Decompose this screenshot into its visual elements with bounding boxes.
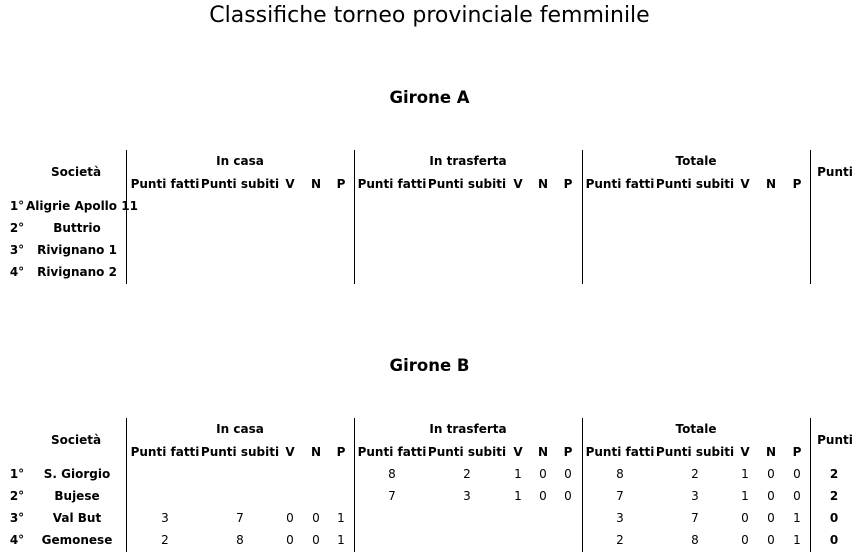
stat-cell — [305, 239, 327, 261]
stat-cell: 1 — [337, 533, 345, 547]
stat-cell: 1 — [514, 489, 522, 503]
column-header: Punti fatti — [357, 177, 427, 191]
column-header: V — [513, 445, 523, 459]
stat-cell — [305, 463, 327, 485]
stat-cell — [280, 217, 300, 239]
stat-cell: 7 — [388, 489, 396, 503]
stat-cell: 7 — [616, 489, 624, 503]
column-header: Punti subiti — [427, 445, 507, 459]
column-header: V — [285, 177, 295, 191]
stat-cell — [735, 261, 755, 283]
column-header: P — [563, 177, 573, 191]
column-header: Punti fatti — [585, 445, 655, 459]
stat-cell — [507, 195, 529, 217]
team-name: Rivignano 1 — [37, 243, 117, 257]
stat-cell: 3 — [161, 511, 169, 525]
stat-cell — [735, 217, 755, 239]
stat-cell: 3 — [463, 489, 471, 503]
column-header: Punti subiti — [427, 177, 507, 191]
stat-cell — [786, 217, 808, 239]
stat-cell: 3 — [691, 489, 699, 503]
stat-cell — [427, 507, 507, 529]
stat-cell — [427, 239, 507, 261]
stat-cell — [305, 261, 327, 283]
stat-cell: 0 — [286, 511, 294, 525]
stat-cell — [130, 463, 200, 485]
stat-cell: 7 — [236, 511, 244, 525]
stat-cell — [280, 261, 300, 283]
column-header: Punti fatti — [130, 177, 200, 191]
stat-cell — [557, 529, 579, 551]
stat-cell — [532, 195, 554, 217]
stat-cell: 7 — [691, 511, 699, 525]
stat-cell: 2 — [161, 533, 169, 547]
punti-cell — [812, 217, 856, 239]
stat-cell: 0 — [312, 511, 320, 525]
column-header: N — [765, 445, 777, 459]
stat-cell — [786, 195, 808, 217]
stat-cell — [557, 261, 579, 283]
stat-cell: 0 — [767, 467, 775, 481]
stat-cell — [655, 217, 735, 239]
stat-cell — [130, 217, 200, 239]
stat-cell — [200, 463, 280, 485]
team-name: Rivignano 2 — [37, 265, 117, 279]
stat-cell: 2 — [616, 533, 624, 547]
punti-header: Punti — [817, 165, 853, 179]
stat-cell — [330, 485, 352, 507]
stat-cell — [655, 195, 735, 217]
column-header: N — [310, 445, 322, 459]
stat-cell — [735, 239, 755, 261]
team-name: Buttrio — [53, 221, 101, 235]
stat-cell — [585, 239, 655, 261]
column-header: Punti fatti — [585, 177, 655, 191]
punti-cell: 0 — [829, 533, 839, 547]
stat-cell — [557, 217, 579, 239]
column-header: Punti fatti — [130, 445, 200, 459]
column-header: N — [537, 445, 549, 459]
stat-cell: 0 — [741, 533, 749, 547]
stat-cell — [280, 195, 300, 217]
stat-cell: 1 — [741, 489, 749, 503]
section-header: In casa — [216, 154, 264, 168]
group-title-a: Girone A — [389, 88, 470, 107]
stat-cell — [130, 261, 200, 283]
column-header: Punti fatti — [357, 445, 427, 459]
stat-cell — [357, 507, 427, 529]
stat-cell — [585, 195, 655, 217]
column-header: P — [563, 445, 573, 459]
punti-cell: 2 — [829, 489, 839, 503]
stat-cell — [507, 507, 529, 529]
stat-cell: 8 — [616, 467, 624, 481]
stat-cell — [305, 195, 327, 217]
societa-header: Società — [50, 165, 102, 179]
stat-cell — [507, 529, 529, 551]
column-header: Punti subiti — [200, 445, 280, 459]
punti-cell: 2 — [829, 467, 839, 481]
stat-cell: 0 — [767, 511, 775, 525]
stat-cell — [427, 217, 507, 239]
stat-cell — [330, 217, 352, 239]
stat-cell: 1 — [793, 511, 801, 525]
stat-cell — [200, 217, 280, 239]
column-header: Punti subiti — [655, 445, 735, 459]
standings-table-b — [0, 418, 859, 558]
column-header: P — [336, 445, 346, 459]
stat-cell — [532, 507, 554, 529]
column-header: P — [336, 177, 346, 191]
stat-cell: 0 — [539, 467, 547, 481]
stat-cell — [357, 261, 427, 283]
team-name: Aligrie Apollo 11 — [26, 199, 138, 213]
stat-cell: 1 — [514, 467, 522, 481]
stat-cell — [507, 239, 529, 261]
stat-cell: 2 — [691, 467, 699, 481]
stat-cell: 0 — [539, 489, 547, 503]
team-name: Val But — [52, 511, 102, 525]
stat-cell — [557, 195, 579, 217]
column-divider — [810, 418, 811, 552]
stat-cell — [655, 239, 735, 261]
section-header: Totale — [675, 422, 717, 436]
punti-header: Punti — [817, 433, 853, 447]
stat-cell: 0 — [286, 533, 294, 547]
page-title: Classifiche torneo provinciale femminile — [209, 3, 650, 28]
team-name: Bujese — [54, 489, 100, 503]
column-header: P — [792, 177, 802, 191]
position-cell: 1° — [9, 199, 25, 213]
stat-cell — [427, 529, 507, 551]
stat-cell: 0 — [741, 511, 749, 525]
section-header: In trasferta — [429, 154, 507, 168]
stat-cell — [280, 485, 300, 507]
stat-cell — [507, 217, 529, 239]
position-cell: 3° — [9, 511, 25, 525]
stat-cell: 8 — [691, 533, 699, 547]
team-name: S. Giorgio — [43, 467, 111, 481]
stat-cell — [280, 239, 300, 261]
position-cell: 2° — [9, 221, 25, 235]
column-divider — [810, 150, 811, 284]
stat-cell: 8 — [388, 467, 396, 481]
stat-cell — [760, 217, 782, 239]
stat-cell — [200, 485, 280, 507]
stat-cell: 8 — [236, 533, 244, 547]
stat-cell — [330, 463, 352, 485]
stat-cell: 1 — [741, 467, 749, 481]
column-header: V — [285, 445, 295, 459]
stat-cell — [557, 239, 579, 261]
stat-cell: 1 — [337, 511, 345, 525]
stat-cell: 0 — [793, 489, 801, 503]
stat-cell — [200, 239, 280, 261]
column-header: V — [740, 445, 750, 459]
stat-cell — [330, 261, 352, 283]
stat-cell: 2 — [463, 467, 471, 481]
stat-cell — [760, 195, 782, 217]
stat-cell: 0 — [767, 533, 775, 547]
position-cell: 1° — [9, 467, 25, 481]
column-header: V — [513, 177, 523, 191]
stat-cell — [357, 195, 427, 217]
position-cell: 3° — [9, 243, 25, 257]
stat-cell — [305, 217, 327, 239]
stat-cell — [200, 195, 280, 217]
stat-cell: 1 — [793, 533, 801, 547]
stat-cell — [532, 261, 554, 283]
stat-cell — [427, 195, 507, 217]
stat-cell — [357, 529, 427, 551]
stat-cell: 0 — [564, 467, 572, 481]
column-header: N — [537, 177, 549, 191]
stat-cell — [557, 507, 579, 529]
punti-cell — [812, 261, 856, 283]
stat-cell — [330, 239, 352, 261]
stat-cell — [786, 261, 808, 283]
stat-cell — [735, 195, 755, 217]
stat-cell — [200, 261, 280, 283]
column-header: P — [792, 445, 802, 459]
stat-cell — [330, 195, 352, 217]
stat-cell — [507, 261, 529, 283]
punti-cell — [812, 239, 856, 261]
position-cell: 4° — [9, 533, 25, 547]
section-header: Totale — [675, 154, 717, 168]
stat-cell — [357, 217, 427, 239]
stat-cell — [130, 485, 200, 507]
column-header: V — [740, 177, 750, 191]
position-cell: 2° — [9, 489, 25, 503]
stat-cell — [786, 239, 808, 261]
punti-cell — [812, 195, 856, 217]
standings-table-a — [0, 150, 859, 290]
group-title-b: Girone B — [389, 356, 470, 375]
stat-cell: 0 — [793, 467, 801, 481]
stat-cell — [130, 195, 200, 217]
column-header: Punti subiti — [655, 177, 735, 191]
stat-cell — [760, 239, 782, 261]
section-header: In trasferta — [429, 422, 507, 436]
stat-cell: 0 — [767, 489, 775, 503]
stat-cell: 3 — [616, 511, 624, 525]
team-name: Gemonese — [41, 533, 113, 547]
stat-cell — [532, 217, 554, 239]
punti-cell: 0 — [829, 511, 839, 525]
stat-cell — [427, 261, 507, 283]
stat-cell — [585, 261, 655, 283]
stat-cell — [532, 239, 554, 261]
section-header: In casa — [216, 422, 264, 436]
stat-cell — [130, 239, 200, 261]
column-header: N — [310, 177, 322, 191]
stat-cell — [585, 217, 655, 239]
stat-cell: 0 — [312, 533, 320, 547]
stat-cell — [357, 239, 427, 261]
stat-cell — [305, 485, 327, 507]
stat-cell: 0 — [564, 489, 572, 503]
column-header: N — [765, 177, 777, 191]
position-cell: 4° — [9, 265, 25, 279]
societa-header: Società — [50, 433, 102, 447]
stat-cell — [760, 261, 782, 283]
stat-cell — [655, 261, 735, 283]
stat-cell — [280, 463, 300, 485]
stat-cell — [532, 529, 554, 551]
column-header: Punti subiti — [200, 177, 280, 191]
